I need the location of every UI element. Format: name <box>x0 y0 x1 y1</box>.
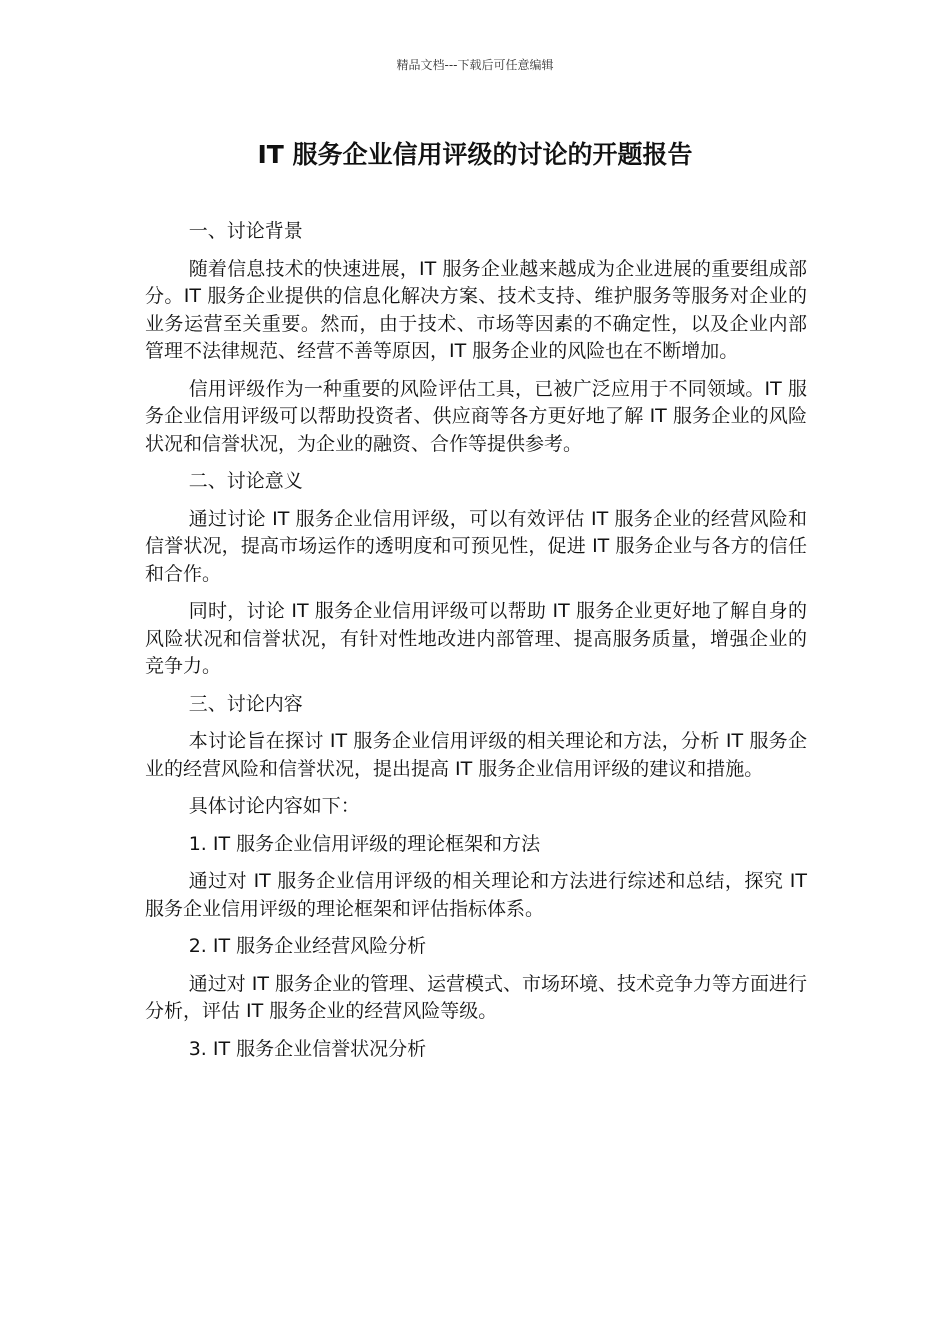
section-heading-content: 三、讨论内容 <box>188 692 303 715</box>
list-item-paragraph-1: 通过对 IT 服务企业信用评级的相关理论和方法进行综述和总结，探究 IT 服务企业信用评级的理论框架和评估指标体系。 <box>145 870 807 920</box>
section-heading-background: 一、讨论背景 <box>188 220 303 242</box>
paragraph-background-1: 随着信息技术的快速进展，IT 服务企业越来越成为企业进展的重要组成部分。IT 服务企业提供的信息化解决方案、技术支持、维护服务等服务对企业的业务运营至关重要。然而，由于技术、市场等因素的不确定性，以及企业内部管理不法律规范、经营不善等原因，IT 服务企业的风险也在不断增加。 <box>145 257 807 362</box>
list-item-paragraph-2: 通过对 IT 服务企业的管理、运营模式、市场环境、技术竞争力等方面进行分析，评估 IT 服务企业的经营风险等级。 <box>145 972 807 1022</box>
list-item-heading-2: 2. IT 服务企业经营风险分析 <box>188 935 427 957</box>
paragraph-background-2: 信用评级作为一种重要的风险评估工具，已被广泛应用于不同领域。IT 服务企业信用评级可以帮助投资者、供应商等各方更好地了解 IT 服务企业的风险状况和信誉状况，为企业的融资、合作等提供参考。 <box>145 377 807 455</box>
section-heading-significance: 二、讨论意义 <box>188 470 303 492</box>
page-header: 精品文档---下载后可任意编辑 <box>396 58 554 72</box>
list-item-heading-1: 1. IT 服务企业信用评级的理论框架和方法 <box>188 832 541 855</box>
document-body <box>145 218 807 1073</box>
document-title: IT 服务企业信用评级的讨论的开题报告 <box>257 140 693 169</box>
content-list-lead: 具体讨论内容如下： <box>188 795 360 817</box>
paragraph-significance-1: 通过讨论 IT 服务企业信用评级，可以有效评估 IT 服务企业的经营风险和信誉状况，提高市场运作的透明度和可预见性，促进 IT 服务企业与各方的信任和合作。 <box>145 507 807 585</box>
paragraph-content-intro: 本讨论旨在探讨 IT 服务企业信用评级的相关理论和方法，分析 IT 服务企业的经营风险和信誉状况，提出提高 IT 服务企业信用评级的建议和措施。 <box>145 730 807 780</box>
paragraph-significance-2: 同时，讨论 IT 服务企业信用评级可以帮助 IT 服务企业更好地了解自身的风险状况和信誉状况，有针对性地改进内部管理、提高服务质量，增强企业的竞争力。 <box>145 600 807 677</box>
list-item-heading-3: 3. IT 服务企业信誉状况分析 <box>188 1037 427 1060</box>
